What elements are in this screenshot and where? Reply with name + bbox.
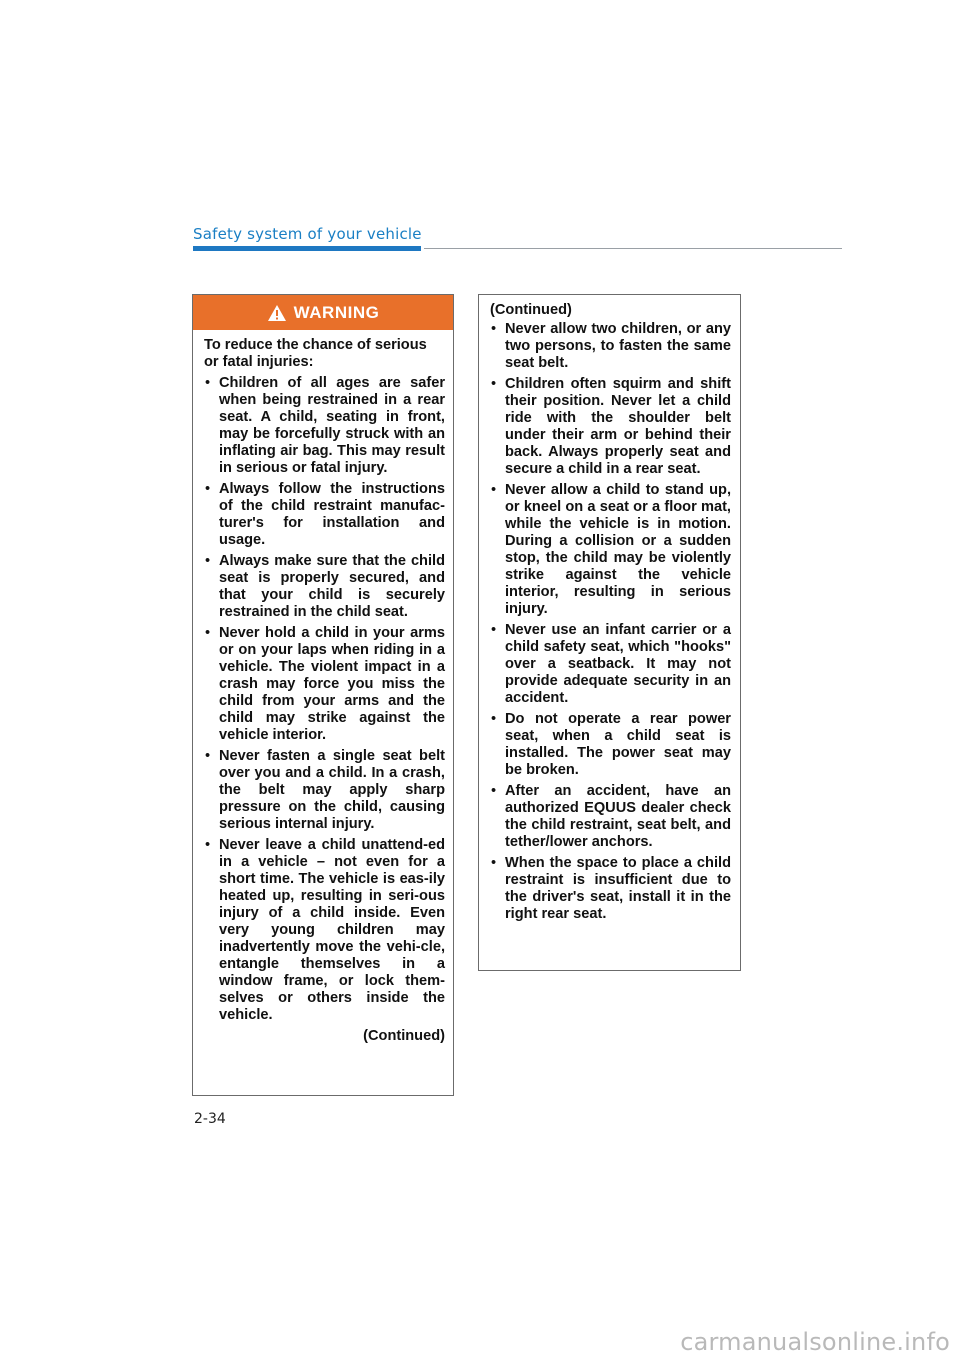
list-item: • Never fasten a single seat belt over you and a child. In a crash, the belt may apply sharp pressure on the child, causing serious internal injury. (204, 748, 445, 833)
list-item: • Children often squirm and shift their position. Never let a child ride with the shoulder belt under their arm or behind their back. Always properly seat and secure a child in a rear seat. (490, 376, 731, 478)
list-item: • When the space to place a child restraint is insufficient due to the driver's seat, install it in the right rear seat. (490, 855, 731, 923)
warning-content-left (193, 330, 453, 1045)
warning-header (193, 295, 453, 330)
section-title: Safety system of your vehicle (193, 225, 422, 243)
list-item: • Do not operate a rear power seat, when a child seat is installed. The power seat may be broken. (490, 711, 731, 779)
list-item: • Never allow a child to stand up, or kneel on a seat or a floor mat, while the vehicle is in motion. During a collision or a sudden stop, the child may be violently strike against the vehicle interior, resulting in serious injury. (490, 482, 731, 618)
list-item: • Never hold a child in your arms or on your laps when riding in a vehicle. The violent impact in a crash may force you miss the child from your arms and the child may strike against the vehicle interior. (204, 625, 445, 744)
continued-label: (Continued) (363, 1028, 445, 1044)
warning-box-left (192, 294, 454, 1096)
warning-triangle-icon (267, 304, 287, 322)
warning-intro: To reduce the chance of serious or fatal injuries: (204, 337, 427, 370)
list-item: • Never leave a child unattend-ed in a vehicle – not even for a short time. The vehicle is eas-ily heated up, resulting in seri-ous injury of a child inside. Even very young children may inadvertently move the vehi-cle, entangle themselves in a window frame, or lock them-selves or others inside the vehicle. (204, 837, 445, 1024)
warning-box-right (478, 294, 741, 971)
warning-label: WARNING (293, 303, 380, 322)
list-item: • Never allow two children, or any two persons, to fasten the same seat belt. (490, 321, 731, 372)
watermark: carmanualsonline.info (680, 1328, 950, 1356)
list-item: • Children of all ages are safer when being restrained in a rear seat. A child, seating in front, may be forcefully struck with an inflating air bag. This may result in serious or fatal injury. (204, 375, 445, 477)
continued-label: (Continued) (490, 302, 572, 318)
page-number: 2-34 (194, 1111, 226, 1127)
list-item: • Always make sure that the child seat is properly secured, and that your child is securely restrained in the child seat. (204, 553, 445, 621)
warning-list-right (490, 321, 731, 923)
list-item: • After an accident, have an authorized EQUUS dealer check the child restraint, seat belt, and tether/lower anchors. (490, 783, 731, 851)
list-item: • Always follow the instructions of the child restraint manufac-turer's for installation and usage. (204, 481, 445, 549)
section-rule-line (424, 248, 842, 249)
warning-list-left (204, 375, 445, 1024)
warning-content-right (479, 295, 740, 923)
section-rule-accent (193, 246, 421, 251)
list-item: • Never use an infant carrier or a child safety seat, which "hooks" over a seatback. It may not provide adequate security in an accident. (490, 622, 731, 707)
